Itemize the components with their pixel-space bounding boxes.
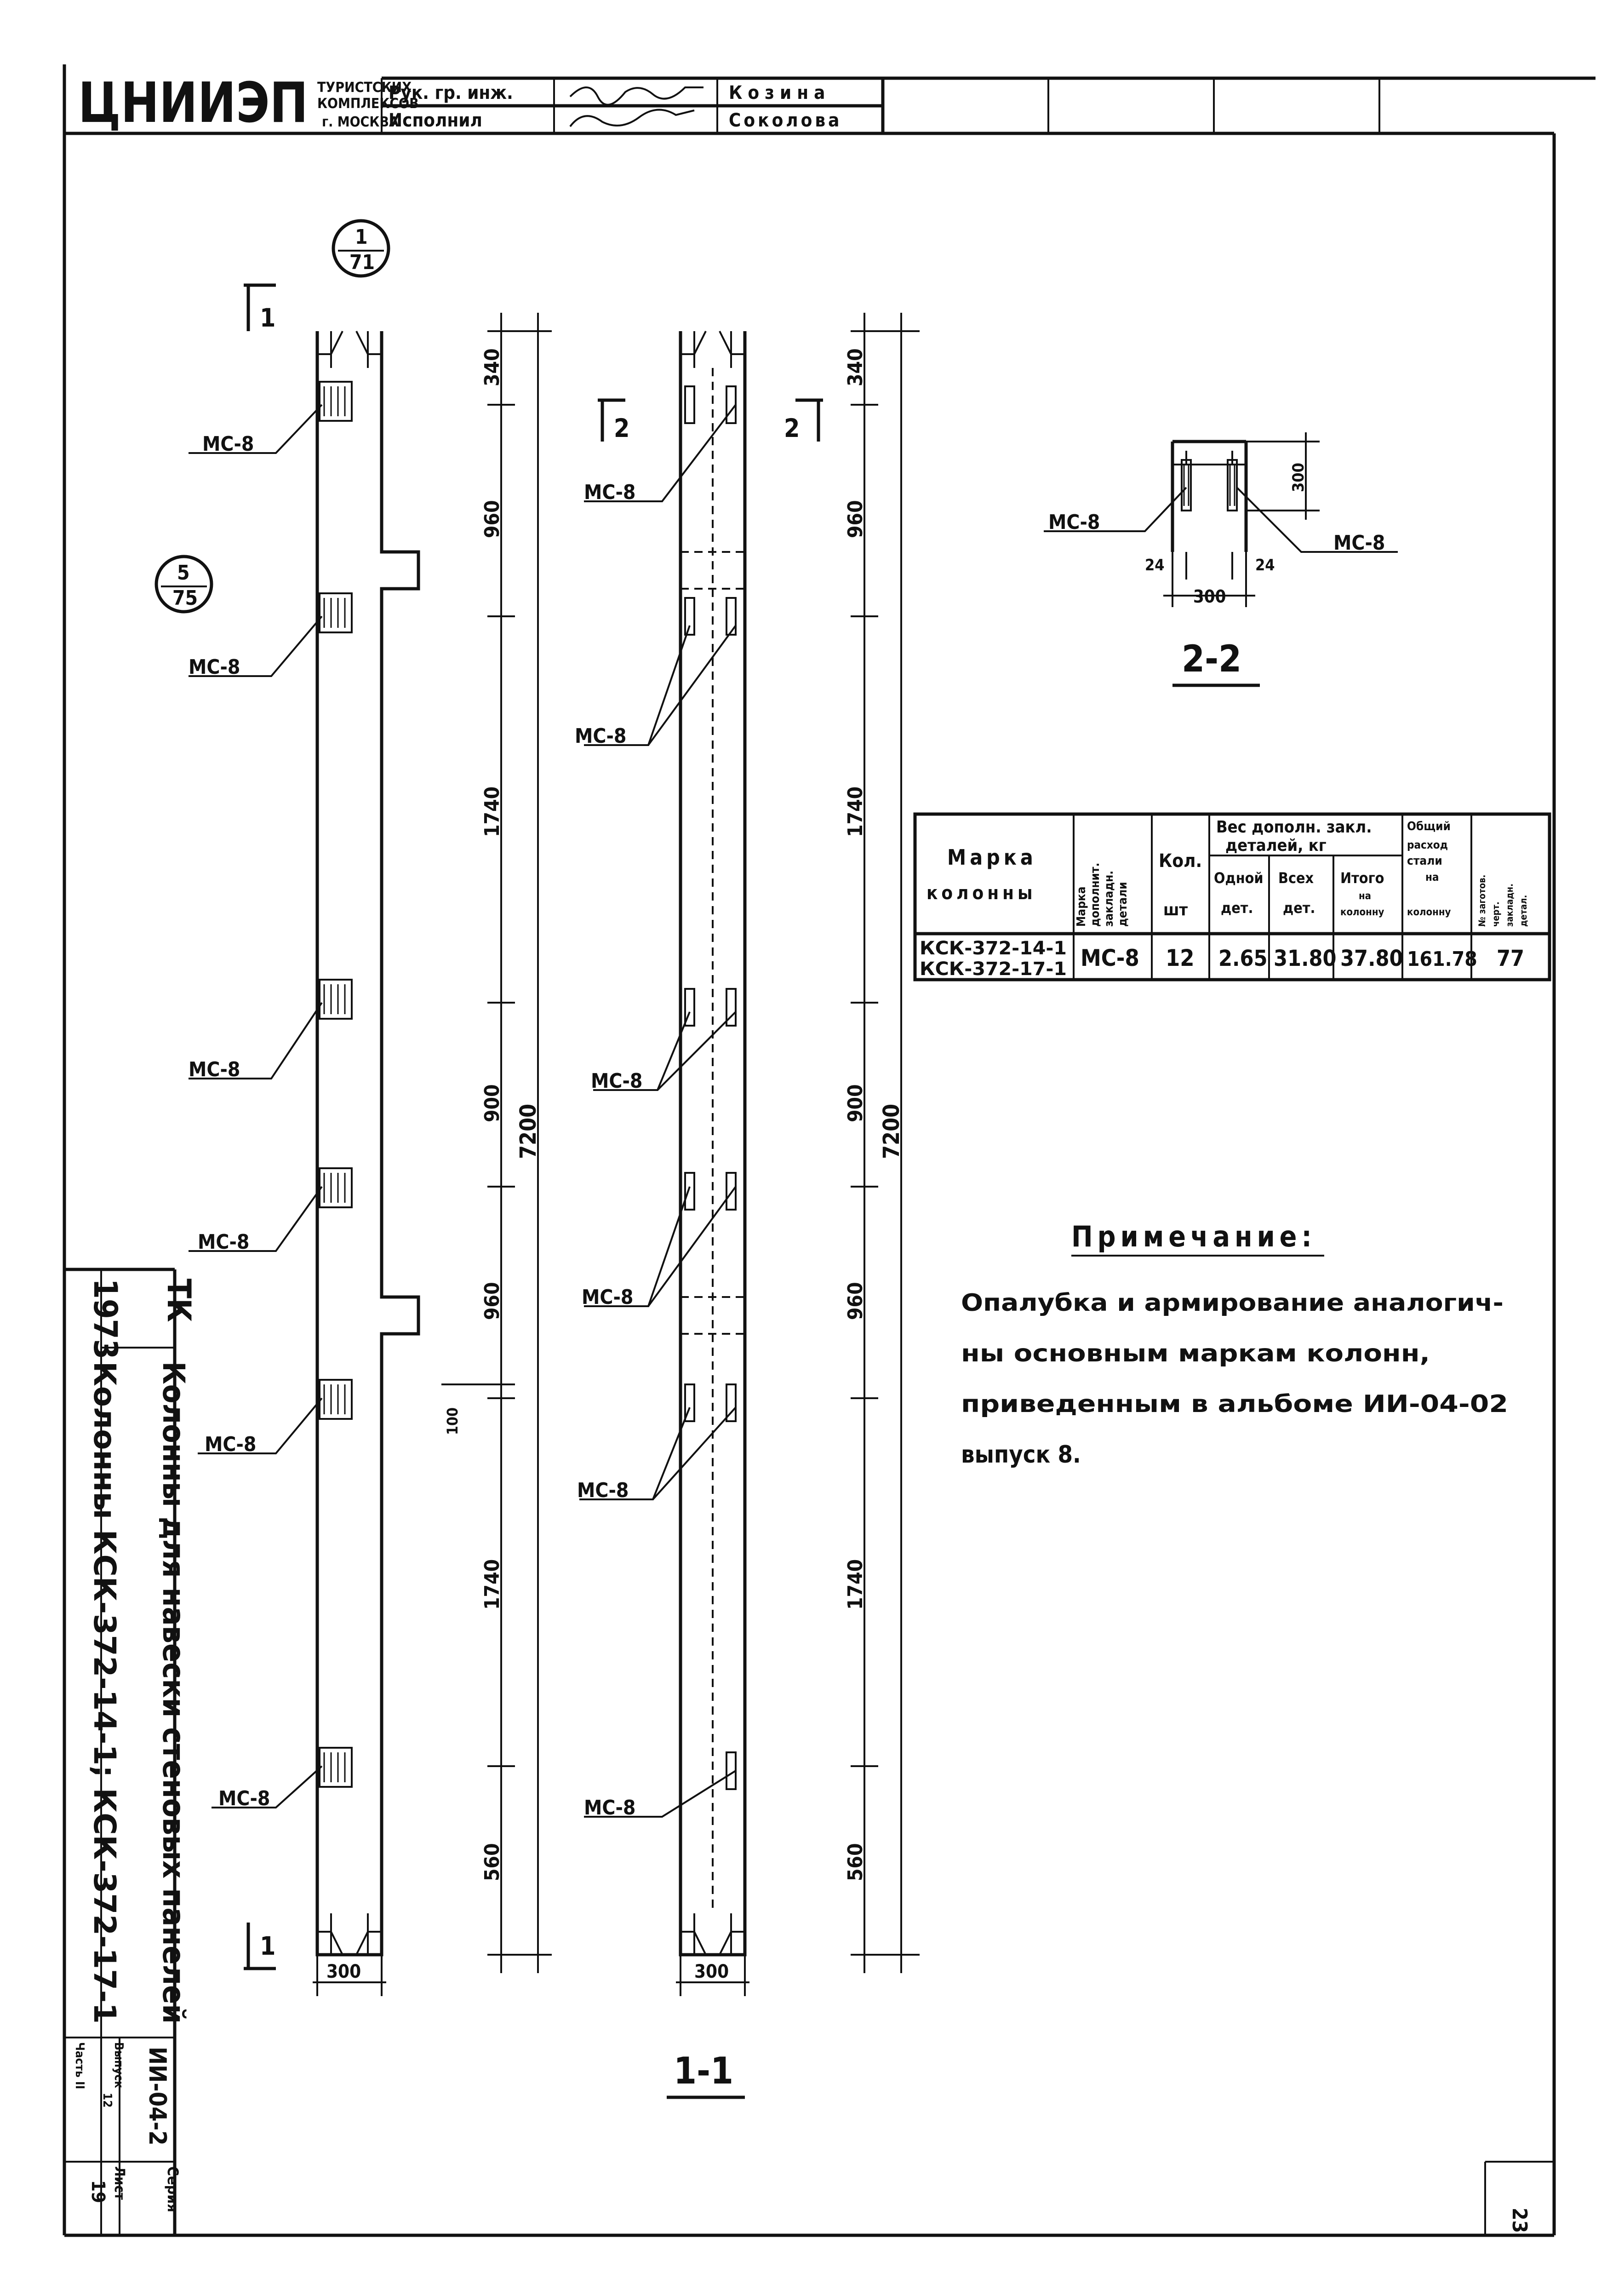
table-total: 37.80 xyxy=(1340,946,1403,971)
section-2-2 xyxy=(1044,432,1398,685)
table-one: 2.65 xyxy=(1218,946,1268,971)
label-table-headers-col1-1: колонны xyxy=(926,883,1036,904)
section-dimensions xyxy=(844,313,920,1973)
section-embed-label-4: МС-8 xyxy=(582,1286,634,1309)
side-title-line1: Колонны для навески стеновых панелей xyxy=(156,1361,191,2009)
section-embed-label-6: МС-8 xyxy=(584,1796,636,1820)
label-table-headers-col7-2: стали xyxy=(1407,854,1442,868)
section-2-2-embed-left: МС-8 xyxy=(1048,511,1100,534)
label-table-headers-col3-1: шт xyxy=(1163,901,1188,919)
name-sokolova: Соколова xyxy=(729,110,842,131)
side-series-label: Серия xyxy=(164,2166,182,2212)
section-1-1 xyxy=(575,313,920,2097)
signature-1 xyxy=(570,87,703,105)
label-table-headers-group-1: деталей, кг xyxy=(1225,836,1327,855)
section-embeds xyxy=(685,386,736,1789)
side-title-line2: Колонны КСК-372-14-1; КСК-372-17-1 xyxy=(87,1361,122,1959)
side-chast: Часть II xyxy=(73,2042,86,2089)
label-table-headers-col7-4: колонну xyxy=(1407,907,1451,918)
elevation-total-dim: 7200 xyxy=(515,1103,541,1159)
section-embed-label-5: МС-8 xyxy=(577,1479,629,1502)
label-elevation-section_mark: 1 xyxy=(260,1931,276,1961)
label-section_1_1-dims-4: 960 xyxy=(844,1282,867,1320)
label-table-headers-col2-2: закладн. xyxy=(1102,870,1116,927)
label-elevation-dims-0: 340 xyxy=(480,348,504,386)
section-mark-1-top xyxy=(244,285,276,333)
label-section_1_1-dims-6: 560 xyxy=(844,1843,867,1881)
role-executor: Исполнил xyxy=(389,110,482,131)
label-elevation-callout_mid_num: 5 xyxy=(177,561,190,585)
side-series: ИИ-04-2 xyxy=(143,2047,171,2146)
section-2-2-title: 2-2 xyxy=(1182,637,1242,680)
note-line-4: выпуск 8. xyxy=(961,1441,1081,1469)
label-table-headers-col4-1: дет. xyxy=(1221,899,1253,917)
section-2-2-embed-right: МС-8 xyxy=(1333,531,1385,555)
name-kozina: Козина xyxy=(729,82,831,103)
label-table-headers-col5-1: дет. xyxy=(1283,899,1315,917)
page-number-box xyxy=(1485,2162,1554,2235)
note-line-2: ны основным маркам колонн, xyxy=(961,1340,1430,1367)
label-section_1_1-section_mark: 2 xyxy=(614,413,630,443)
side-list-label: Лист xyxy=(111,2166,127,2200)
elevation-embed-label-5: МС-8 xyxy=(205,1433,257,1456)
column-elevation xyxy=(156,221,552,1996)
note-line-3: приведенным в альбоме ИИ-04-02 xyxy=(961,1390,1508,1418)
label-table-headers-col8-2: закладн. xyxy=(1504,884,1515,927)
elevation-embed-label-2: МС-8 xyxy=(189,655,240,679)
org-logo: ЦНИИЭП xyxy=(78,71,308,135)
callout-1-71 xyxy=(333,221,389,276)
signature-2 xyxy=(570,110,694,126)
section-embed-label-1: МС-8 xyxy=(584,481,636,504)
label-table-headers-col7-3: на xyxy=(1425,871,1439,884)
table-mark-1: КСК-372-14-1 xyxy=(920,938,1067,959)
label-table-headers-col4-0: Одной xyxy=(1214,869,1264,887)
label-section_1_1-section_mark: 2 xyxy=(784,413,800,443)
label-table-headers-col8-3: детал. xyxy=(1518,895,1529,927)
label-elevation-callout_mid_den: 75 xyxy=(172,586,198,610)
label-elevation-dims-7: 560 xyxy=(480,1843,504,1881)
section-2-2-dim-right: 24 xyxy=(1255,556,1275,574)
section-2-2-height-dim: 300 xyxy=(1289,463,1308,492)
label-section_1_1-dims-0: 340 xyxy=(844,348,867,386)
label-section_1_1-dims-2: 1740 xyxy=(844,786,867,837)
section-embed-label-2: МС-8 xyxy=(575,724,627,748)
elevation-width-dim: 300 xyxy=(326,1961,361,1982)
elevation-embed-label-3: МС-8 xyxy=(189,1058,240,1081)
org-sub-1: ТУРИСТСКИХ xyxy=(317,80,412,96)
org-sub-3: г. МОСКВА xyxy=(322,114,399,130)
side-vypusk: 12 xyxy=(100,2093,114,2108)
callout-5-75 xyxy=(156,557,212,612)
section-mark-2-left xyxy=(598,400,629,443)
table-detail: МС-8 xyxy=(1081,945,1139,971)
section-width-dim: 300 xyxy=(694,1961,729,1982)
section-mark-2-right xyxy=(784,400,823,443)
note-title: Примечание: xyxy=(1071,1220,1316,1253)
embedded-plates xyxy=(320,382,352,1787)
title-block xyxy=(78,71,1596,135)
label-table-headers-col2-0: Марка xyxy=(1075,886,1088,927)
elevation-embed-label-1: МС-8 xyxy=(202,432,254,456)
label-section_1_1-dims-1: 960 xyxy=(844,500,867,538)
table-qty: 12 xyxy=(1166,945,1195,971)
embedded-parts-table xyxy=(915,814,1550,980)
drawing-frame xyxy=(64,64,1554,2235)
label-table-headers-col2-1: дополнит. xyxy=(1088,862,1102,927)
label-section_1_1-dims-3: 900 xyxy=(844,1084,867,1122)
label-elevation-dims-5: 100 xyxy=(444,1407,461,1435)
label-table-headers-col7-0: Общий xyxy=(1407,820,1451,833)
label-table-headers-group-0: Вес дополн. закл. xyxy=(1216,818,1372,837)
label-table-headers-col6-2: колонну xyxy=(1340,907,1384,918)
side-year: 1973 xyxy=(86,1279,124,1360)
side-category: ТК xyxy=(160,1279,198,1322)
label-table-headers-col8-0: № заготов. xyxy=(1476,874,1487,927)
section-total-dim: 7200 xyxy=(879,1103,904,1159)
label-elevation-callout_top_num: 1 xyxy=(355,225,368,249)
label-elevation-dims-6: 1740 xyxy=(480,1559,504,1610)
note-block xyxy=(961,1220,1508,1469)
label-elevation-dims-4: 960 xyxy=(480,1282,504,1320)
elevation-embed-label-6: МС-8 xyxy=(218,1787,270,1810)
section-mark-1-bottom xyxy=(244,1923,276,1969)
elevation-dimensions xyxy=(441,313,552,1973)
side-title-block xyxy=(64,1269,198,2235)
table-all: 31.80 xyxy=(1274,946,1337,971)
role-lead-engineer: Рук. гр. инж. xyxy=(389,82,513,103)
label-elevation-dims-1: 960 xyxy=(480,500,504,538)
label-table-headers-col6-0: Итого xyxy=(1340,869,1384,887)
org-sub-2: КОМПЛЕКСОВ xyxy=(317,96,419,112)
label-section_1_1-dims-5: 1740 xyxy=(844,1559,867,1610)
label-elevation-callout_top_den: 71 xyxy=(349,251,375,274)
label-table-headers-col7-1: расход xyxy=(1407,838,1448,851)
label-table-headers-col2-3: детали xyxy=(1116,882,1130,927)
page-number: 23 xyxy=(1508,2208,1531,2233)
label-table-headers-col3-0: Кол. xyxy=(1159,850,1202,872)
label-elevation-dims-3: 900 xyxy=(480,1084,504,1122)
label-table-headers-col8-1: черт. xyxy=(1490,901,1501,927)
label-table-headers-col1-0: Марка xyxy=(947,845,1037,870)
section-embed-label-3: МС-8 xyxy=(591,1069,643,1093)
label-table-headers-col6-1: на xyxy=(1359,890,1372,902)
section-2-2-dim-width: 300 xyxy=(1193,586,1226,607)
label-elevation-section_mark: 1 xyxy=(260,303,276,333)
note-line-1: Опалубка и армирование аналогич- xyxy=(961,1289,1504,1317)
section-2-2-dim-left: 24 xyxy=(1145,556,1165,574)
table-drawing: 77 xyxy=(1497,946,1525,971)
table-mark-2: КСК-372-17-1 xyxy=(920,959,1067,980)
side-vypusk-label: Выпуск xyxy=(112,2042,126,2089)
side-list: 19 xyxy=(87,2180,109,2204)
label-elevation-dims-2: 1740 xyxy=(480,786,504,837)
section-1-1-title: 1-1 xyxy=(674,2049,734,2092)
table-steel: 161.78 xyxy=(1407,947,1477,971)
label-table-headers-col5-0: Всех xyxy=(1278,869,1314,887)
elevation-embed-label-4: МС-8 xyxy=(198,1230,250,1254)
